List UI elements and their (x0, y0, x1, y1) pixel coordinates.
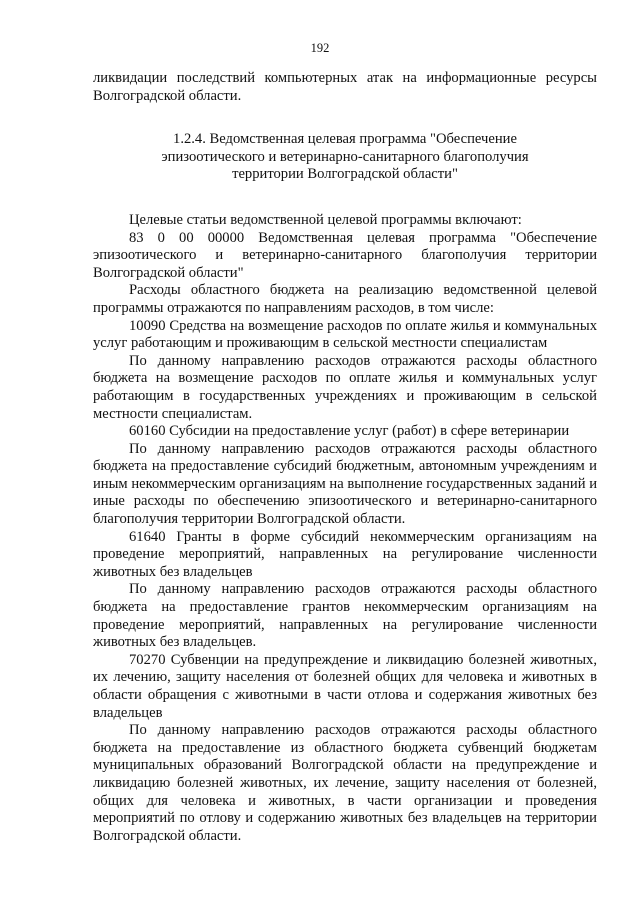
section-heading-line: эпизоотического и ветеринарно-санитарного благополучия (161, 148, 529, 165)
section-heading-line: 1.2.4. Ведомственная целевая программа "Обеспечение (173, 131, 517, 148)
paragraph: Целевые статьи ведомственной целевой программы включают: (129, 211, 522, 228)
paragraph: 70270 Субвенции на предупреждение и ликвидацию болезней животных, их лечению, защиту населения от болезней общих для человека и животных в области обращения с животными в части отлова и содержания животных без владельцев (93, 651, 597, 721)
section-heading (115, 131, 575, 184)
paragraph: 60160 Субсидии на предоставление услуг (работ) в сфере ветеринарии (129, 423, 570, 440)
intro-paragraph: ликвидации последствий компьютерных атак на информационные ресурсы Волгоградской области. (93, 70, 597, 104)
paragraph: По данному направлению расходов отражаются расходы областного бюджета на возмещение расходов по оплате жилья и коммунальных услуг работающим в государственных учреждениях и проживающим в сельской местности специалистам. (93, 352, 597, 422)
document-body (93, 70, 597, 845)
paragraph: Расходы областного бюджета на реализацию ведомственной целевой программы отражаются по направлениям расходов, в том числе: (93, 282, 597, 316)
paragraph: По данному направлению расходов отражаются расходы областного бюджета на предоставление субсидий бюджетным, автономным учреждениям и иным некоммерческим организациям на выполнение государственных заданий и иные расходы по обеспечению эпизоотического и ветеринарно-санитарного благополучия территории Волгоградской области. (93, 440, 597, 528)
paragraph: По данному направлению расходов отражаются расходы областного бюджета на предоставление грантов некоммерческим организациям на проведение мероприятий, направленных на регулирование численности животных без владельцев. (93, 581, 597, 651)
paragraph: 10090 Средства на возмещение расходов по оплате жилья и коммунальных услуг работающим и проживающим в сельской местности специалистам (93, 317, 597, 352)
paragraph: По данному направлению расходов отражаются расходы областного бюджета на предоставление из областного бюджета субвенций бюджетам муниципальных образований Волгоградской области на предупреждение и ликвидацию болезней животных, их лечение, защиту населения от болезней, общих для человека и животных, в части организации и проведения мероприятий по отлову и содержанию животных без владельцев на территории Волгоградской области. (93, 722, 597, 844)
paragraph: 61640 Гранты в форме субсидий некоммерческим организациям на проведение мероприятий, направленных на регулирование численности животных без владельцев (93, 528, 597, 580)
section-heading-line: территории Волгоградской области" (232, 166, 458, 183)
page-number: 192 (310, 41, 330, 55)
paragraph: 83 0 00 00000 Ведомственная целевая программа "Обеспечение эпизоотического и ветеринарно-санитарного благополучия территории Волгоградской области" (93, 229, 597, 281)
